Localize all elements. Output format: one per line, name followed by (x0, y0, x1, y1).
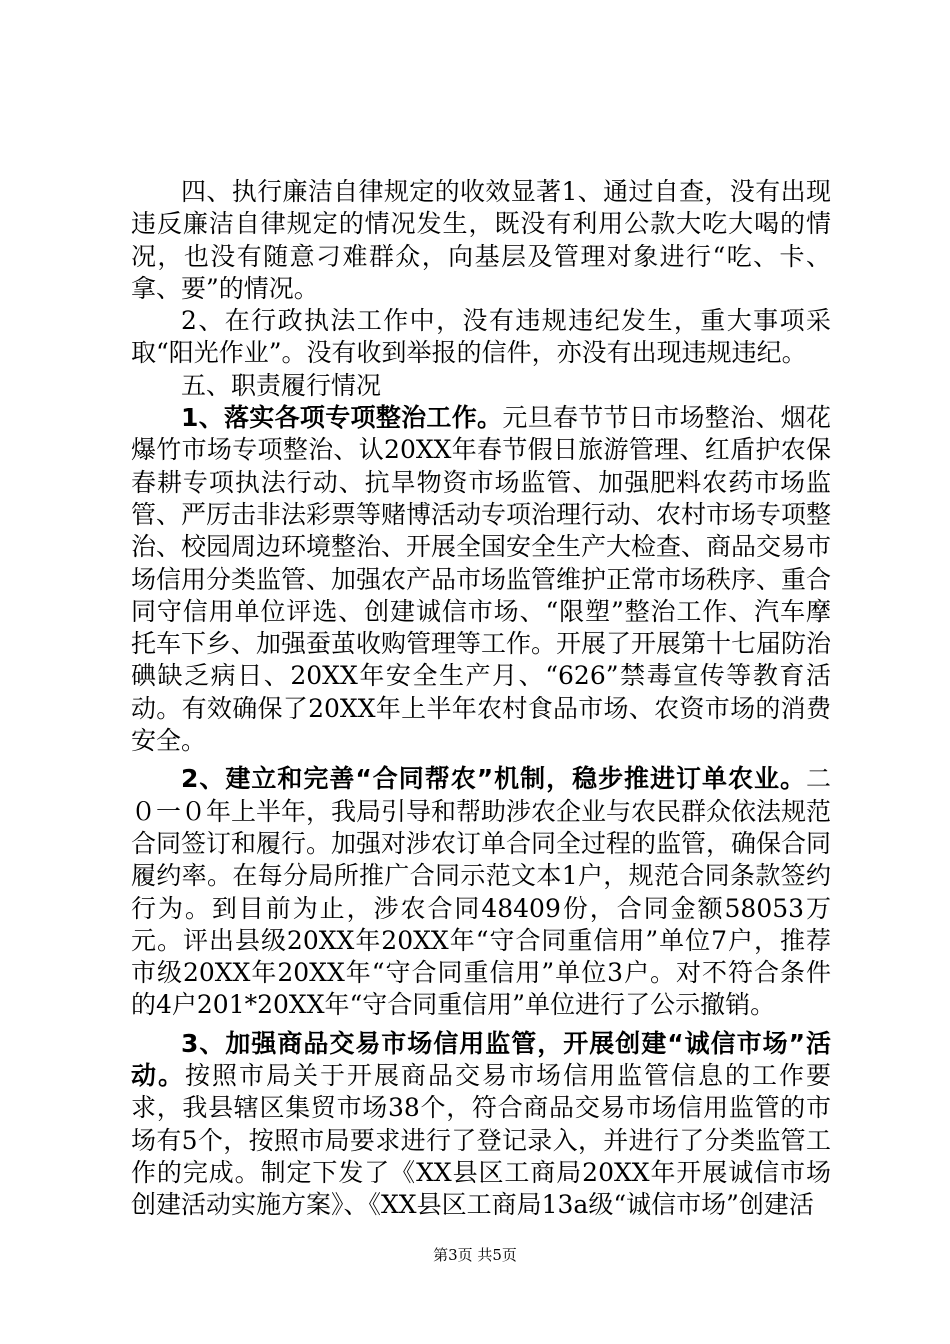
paragraph-market-credit (131, 1028, 831, 1222)
document-body (131, 176, 831, 1222)
bold-lead-heading: 2、建立和完善“合同帮农”机制，稳步推进订单农业。 (181, 764, 806, 794)
paragraph-text: 五、职责履行情况 (181, 370, 382, 400)
paragraph-integrity-results (131, 176, 831, 305)
bold-lead-heading: 3、加强商品交易市场信用监管，开展创建“诚信市场”活动。 (131, 1028, 831, 1091)
paragraph-law-enforcement (131, 305, 831, 370)
paragraph-contract-farming (131, 763, 831, 1021)
paragraph-text: 2、在行政执法工作中，没有违规违纪发生，重大事项采取“阳光作业”。没有收到举报的信件，亦没有出现违规违纪。 (131, 306, 831, 368)
paragraph-special-rectification (131, 402, 831, 757)
page-number-footer: 第3页 共5页 (433, 1246, 517, 1264)
paragraph-text: 按照市局关于开展商品交易市场信用监管信息的工作要求，我县辖区集贸市场38个，符合商品交易市场信用监管的市场有5个，按照市局要求进行了登记录入，并进行了分类监管工作的完成。制定下发了《XX县区工商局20XX年开展诚信市场创建活动实施方案》、《XX县区工商局13a级“诚信市场”创建活 (131, 1061, 831, 1220)
paragraph-text: 二０一０年上半年，我局引导和帮助涉农企业与农民群众依法规范合同签订和履行。加强对涉农订单合同全过程的监管，确保合同履约率。在每分局所推广合同示范文本1户，规范合同条款签约行为。到目前为止，涉农合同48409份，合同金额58053万元。评出县级20XX年20XX年“守合同重信用”单位7户，推荐市级20XX年20XX年“守合同重信用”单位3户。对不符合条件的4户201*20XX年“守合同重信用”单位进行了公示撤销。 (131, 764, 832, 1020)
paragraph-text: 1、通过自查，没有出现违反廉洁自律规定的情况发生，既没有利用公款大吃大喝的情况，也没有随意刁难群众，向基层及管理对象进行“吃、卡、拿、要”的情况。 (131, 177, 831, 303)
bold-lead-heading: 1、落实各项专项整治工作。 (181, 403, 503, 433)
section-heading-integrity: 四、执行廉洁自律规定的收效显著 (181, 177, 562, 206)
section-heading-duties (131, 370, 831, 402)
paragraph-text: 元旦春节节日市场整治、烟花爆竹市场专项整治、认20XX年春节假日旅游管理、红盾护农保春耕专项执法行动、抗旱物资市场监管、加强肥料农药市场监管、严厉击非法彩票等赌博活动专项治理行动、农村市场专项整治、校园周边环境整治、开展全国安全生产大检查、商品交易市场信用分类监管、加强农产品市场监管维护正常市场秩序、重合同守信用单位评选、创建诚信市场、“限塑”整治工作、汽车摩托车下乡、加强蚕茧收购管理等工作。开展了开展第十七届防治碘缺乏病日、20XX年安全生产月、“626”禁毒宣传等教育活动。有效确保了20XX年上半年农村食品市场、农资市场的消费安全。 (131, 403, 832, 756)
